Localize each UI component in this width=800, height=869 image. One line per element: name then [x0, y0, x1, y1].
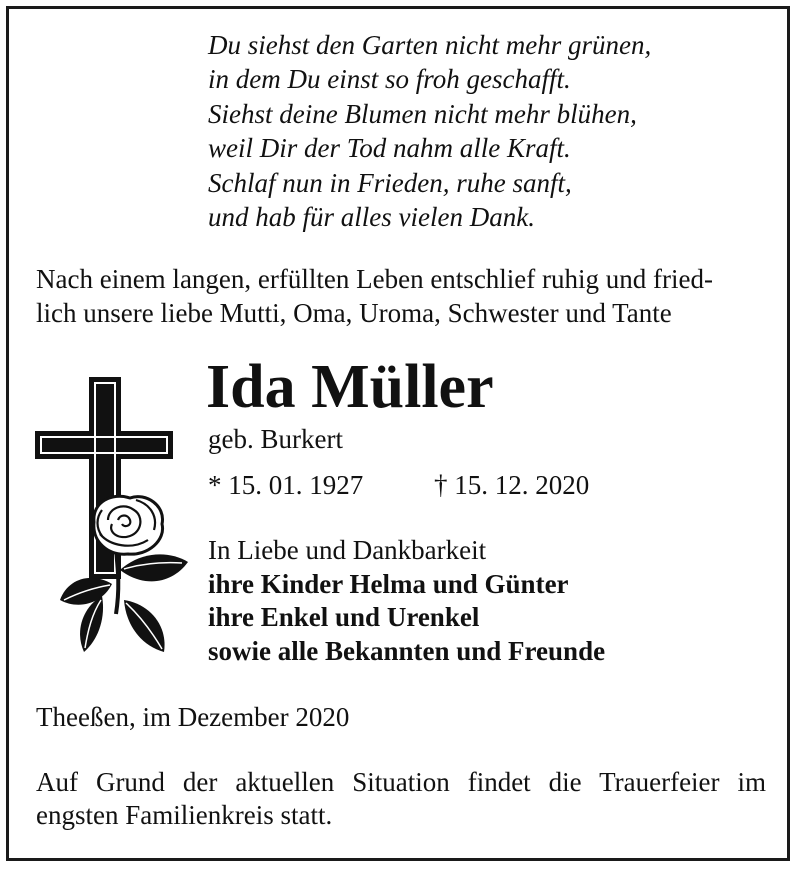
- mourner-line: ihre Kinder Helma und Günter: [208, 568, 569, 599]
- intro-text: [36, 262, 768, 330]
- poem-line: in dem Du einst so froh geschafft.: [208, 64, 571, 95]
- mourner-line: sowie alle Bekannten und Freunde: [208, 635, 606, 666]
- death-date: † 15. 12. 2020: [434, 470, 590, 500]
- mourner-line: ihre Enkel und Urenkel: [208, 602, 480, 632]
- cross-with-rose-icon: [32, 374, 192, 660]
- poem-line: Siehst deine Blumen nicht mehr blühen,: [208, 98, 637, 129]
- intro-line: Nach einem langen, erfüllten Leben entschlief ruhig und fried-: [36, 264, 713, 294]
- poem-line: Schlaf nun in Frieden, ruhe sanft,: [208, 167, 572, 198]
- deceased-name: Ida Müller: [206, 353, 494, 421]
- poem: [208, 28, 651, 234]
- mourners: [208, 534, 605, 668]
- poem-line: weil Dir der Tod nahm alle Kraft.: [208, 133, 571, 164]
- notice-line: engsten Familienkreis statt.: [36, 800, 333, 830]
- maiden-name: geb. Burkert: [208, 424, 343, 454]
- poem-line: Du siehst den Garten nicht mehr grünen,: [208, 30, 652, 60]
- poem-line: und hab für alles vielen Dank.: [208, 202, 535, 233]
- place-date: Theeßen, im Dezember 2020: [36, 702, 350, 732]
- notice-line: Auf Grund der aktuellen Situation findet die Trauerfeier im: [36, 767, 766, 797]
- mourners-intro: In Liebe und Dankbarkeit: [208, 535, 487, 565]
- funeral-notice: [36, 766, 766, 832]
- birth-date: * 15. 01. 1927: [208, 470, 364, 500]
- intro-line: lich unsere liebe Mutti, Oma, Uroma, Schwester und Tante: [36, 298, 672, 328]
